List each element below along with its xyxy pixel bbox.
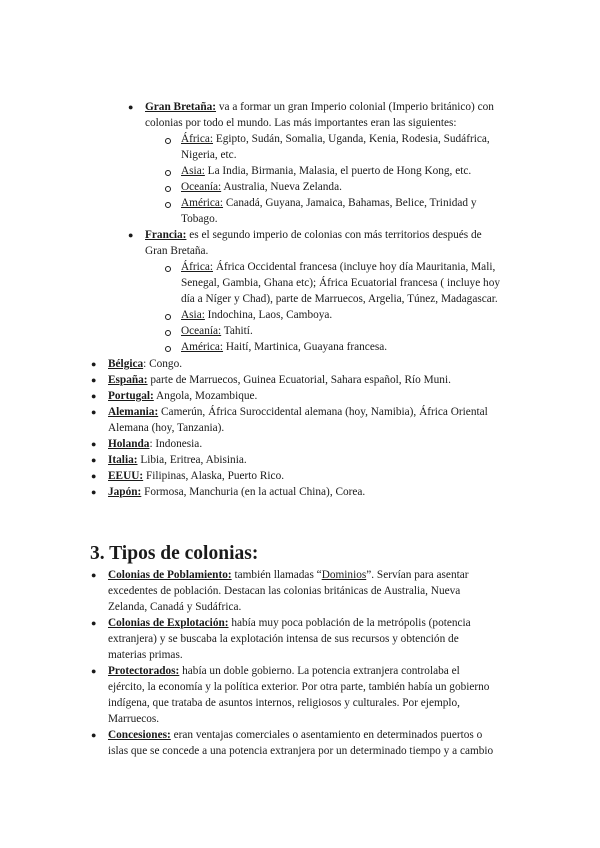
bullet: ● [128, 230, 134, 240]
item-text: : Indonesia. [149, 438, 203, 450]
list-item-gran-bretana [145, 100, 494, 116]
sub-label: Asia: [181, 165, 205, 177]
sub-item-america [181, 196, 477, 212]
sub-bullet [165, 330, 171, 336]
item-text-cont: Gran Bretaña. [145, 245, 209, 257]
item-text-cont: islas que se concede a una potencia extranjera por un determinado tiempo y a cambio [108, 745, 494, 757]
sub-item-africa [181, 132, 490, 148]
list-item-eeuu [108, 469, 284, 485]
sub-text-cont: Tobago. [181, 213, 218, 225]
sub-text-cont: día a Níger y Chad), parte de Marruecos, Argelia, Túnez, Madagascar. [181, 293, 498, 305]
sub-text-cont: Nigeria, etc. [181, 149, 237, 161]
bullet: ● [91, 439, 97, 449]
sub-label: Oceanía: [181, 325, 222, 337]
item-text-cont: colonias por todo el mundo. Las más importantes eran las siguientes: [145, 117, 457, 129]
item-text-cont: Zelanda, Canadá y Sudáfrica. [108, 601, 242, 613]
sub-bullet [165, 202, 171, 208]
sub-label: Oceanía: [181, 181, 222, 193]
item-text: es el segundo imperio de colonias con más territorios después de [186, 229, 482, 241]
sub-item-oceania [181, 180, 342, 196]
item-label: Italia: [108, 454, 138, 466]
item-text-cont: extranjera) y se buscaba la explotación intensa de sus recursos y obtención de [108, 633, 459, 645]
item-label: Colonias de Explotación: [108, 617, 229, 629]
sub-bullet [165, 346, 171, 352]
sub-text: La India, Birmania, Malasia, el puerto de Hong Kong, etc. [204, 165, 472, 177]
list-item-italia [108, 453, 247, 469]
sub-bullet [165, 138, 171, 144]
item-text: Camerún, África Suroccidental alemana (hoy, Namibia), África Oriental [158, 406, 488, 418]
sub-bullet [165, 170, 171, 176]
item-text: Formosa, Manchuria (en la actual China), Corea. [141, 486, 366, 498]
item-label: Holanda [108, 438, 150, 450]
list-item-holanda [108, 437, 202, 453]
sub-bullet [165, 266, 171, 272]
item-label: Francia: [145, 229, 187, 241]
list-item-portugal [108, 389, 257, 405]
bullet: ● [128, 102, 134, 112]
sub-item-africa [181, 260, 495, 276]
sub-bullet [165, 186, 171, 192]
list-item-colonias-poblamiento [108, 568, 469, 584]
item-text: ”. Servían para asentar [366, 569, 469, 581]
item-text: parte de Marruecos, Guinea Ecuatorial, Sahara español, Río Muni. [147, 374, 451, 386]
sub-text: Australia, Nueva Zelanda. [221, 181, 342, 193]
item-label: Concesiones: [108, 729, 171, 741]
sub-label: África: [181, 261, 213, 273]
item-label: Protectorados: [108, 665, 180, 677]
sub-text: Indochina, Laos, Camboya. [204, 309, 333, 321]
item-label: Portugal: [108, 390, 154, 402]
bullet: ● [91, 455, 97, 465]
item-text: también llamadas “ [231, 569, 322, 581]
item-label: Japón: [108, 486, 142, 498]
bullet: ● [91, 375, 97, 385]
sub-label: Asia: [181, 309, 205, 321]
list-item-colonias-explotacion [108, 616, 471, 632]
list-item-francia [145, 228, 482, 244]
bullet: ● [91, 359, 97, 369]
bullet: ● [91, 618, 97, 628]
bullet: ● [91, 391, 97, 401]
sub-bullet [165, 314, 171, 320]
list-item-belgica [108, 357, 182, 373]
bullet: ● [91, 666, 97, 676]
item-text: había muy poca población de la metrópolis (potencia [228, 617, 471, 629]
section-heading: 3. Tipos de colonias: [90, 543, 259, 564]
item-text: : Congo. [143, 358, 183, 370]
list-item-protectorados [108, 664, 460, 680]
list-item-alemania [108, 405, 488, 421]
sub-text: Haití, Martinica, Guayana francesa. [223, 341, 388, 353]
item-text-cont: Alemana (hoy, Tanzania). [108, 422, 225, 434]
item-text: eran ventajas comerciales o asentamiento en determinados puertos o [170, 729, 483, 741]
sub-text-cont: Senegal, Gambia, Ghana etc); África Ecuatorial francesa ( incluye hoy [181, 277, 500, 289]
item-text: Filipinas, Alaska, Puerto Rico. [143, 470, 285, 482]
item-text-cont: excedentes de población. Destacan las colonias británicas de Australia, Nueva [108, 585, 461, 597]
item-text: Libia, Eritrea, Abisinia. [137, 454, 247, 466]
sub-item-asia [181, 164, 471, 180]
list-item-concesiones [108, 728, 482, 744]
bullet: ● [91, 471, 97, 481]
item-label: Alemania: [108, 406, 159, 418]
item-label: Gran Bretaña: [145, 101, 217, 113]
list-item-japon [108, 485, 365, 501]
sub-item-america [181, 340, 387, 356]
item-text: había un doble gobierno. La potencia extranjera controlaba el [179, 665, 460, 677]
sub-text: África Occidental francesa (incluye hoy día Mauritania, Mali, [213, 261, 496, 273]
list-item-espana [108, 373, 451, 389]
bullet: ● [91, 570, 97, 580]
sub-label: África: [181, 133, 213, 145]
item-label: EEUU: [108, 470, 144, 482]
bullet: ● [91, 407, 97, 417]
item-text-cont: ejército, la economía y la política exterior. Por otra parte, también había un gobierno [108, 681, 490, 693]
sub-text: Egipto, Sudán, Somalia, Uganda, Kenia, Rodesia, Sudáfrica, [213, 133, 490, 145]
sub-label: América: [181, 341, 224, 353]
sub-text: Tahití. [221, 325, 253, 337]
item-text: va a formar un gran Imperio colonial (Imperio británico) con [216, 101, 494, 113]
sub-item-oceania [181, 324, 253, 340]
sub-item-asia [181, 308, 332, 324]
sub-label: América: [181, 197, 224, 209]
item-label: Colonias de Poblamiento: [108, 569, 232, 581]
bullet: ● [91, 487, 97, 497]
item-text: Angola, Mozambique. [153, 390, 258, 402]
item-label: España: [108, 374, 148, 386]
item-label: Bélgica [108, 358, 144, 370]
item-text-cont: Marruecos. [108, 713, 160, 725]
item-text-underlined: Dominios [321, 569, 367, 581]
sub-text: Canadá, Guyana, Jamaica, Bahamas, Belice, Trinidad y [223, 197, 477, 209]
bullet: ● [91, 730, 97, 740]
item-text-cont: materias primas. [108, 649, 183, 661]
item-text-cont: indígena, que trataba de asuntos internos, religiosos y culturales. Por ejemplo, [108, 697, 461, 709]
